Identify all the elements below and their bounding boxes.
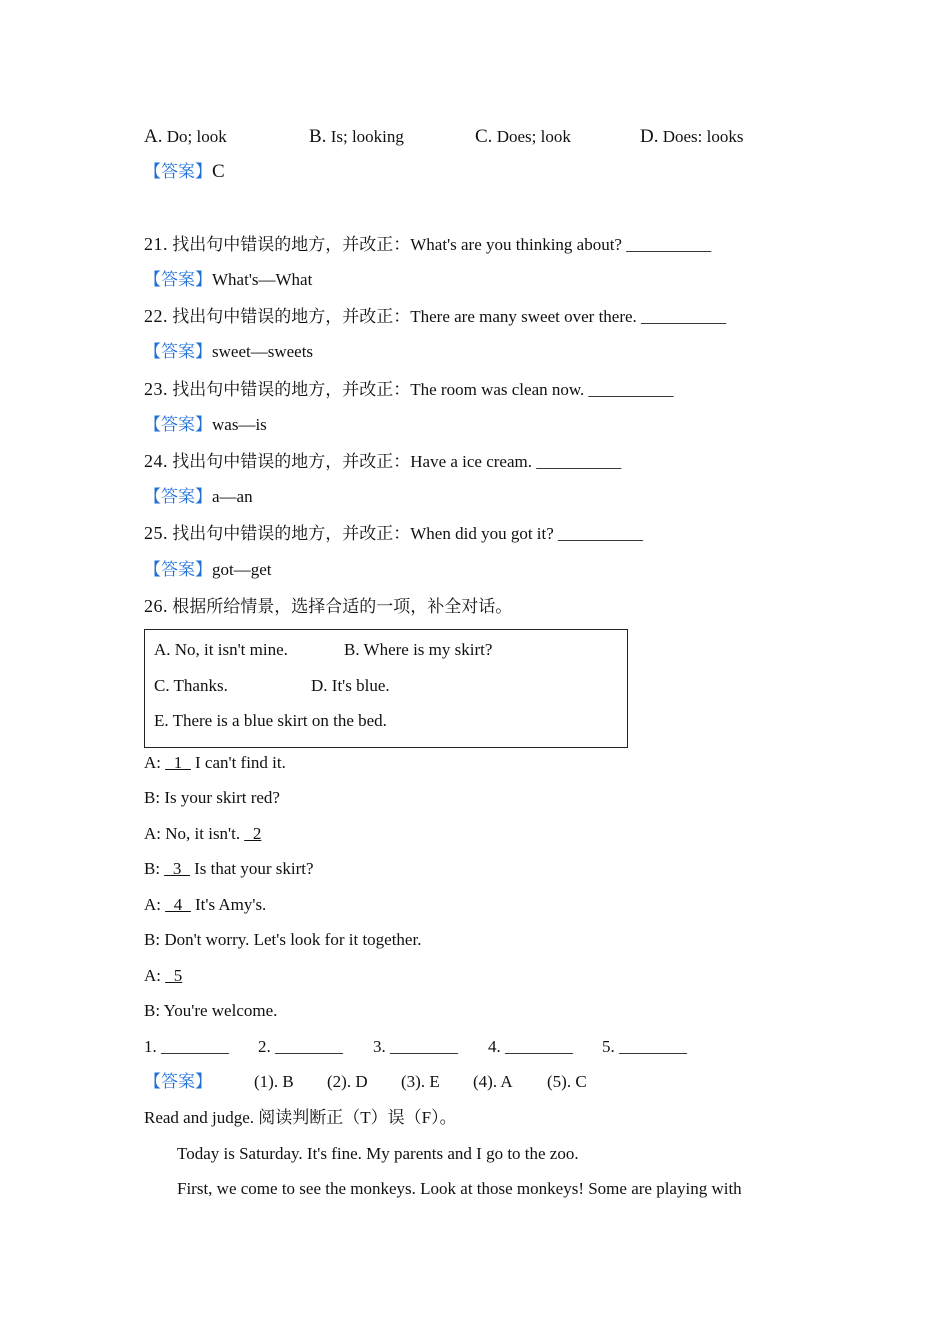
question-text: 找出句中错误的地方，并改正：When did you got it? __________ bbox=[172, 524, 644, 543]
box-option-a: A. No, it isn't mine. bbox=[154, 640, 288, 659]
dialogue-text: Don't worry. Let's look for it together. bbox=[160, 930, 422, 949]
answer-25 bbox=[144, 559, 272, 581]
option-letter: C. bbox=[475, 126, 493, 147]
dialogue-text: No, it isn't. bbox=[161, 824, 245, 843]
dialogue-blank: _2 bbox=[244, 824, 262, 843]
option-text: Does: looks bbox=[662, 127, 744, 146]
speaker: B: bbox=[144, 859, 161, 878]
speaker: B: bbox=[144, 930, 161, 949]
option-d bbox=[640, 126, 743, 148]
box-option-e: E. There is a blue skirt on the bed. bbox=[154, 711, 387, 730]
answer-value: was—is bbox=[212, 415, 267, 434]
answer-value: C bbox=[212, 161, 225, 182]
answer-26-2: (2). D bbox=[327, 1072, 368, 1091]
dialogue-blank: _4_ bbox=[165, 895, 191, 914]
box-option-b: B. Where is my skirt? bbox=[344, 640, 493, 659]
reading-paragraph-line: Today is Saturday. It's fine. My parents and I go to the zoo. bbox=[177, 1144, 579, 1163]
option-a bbox=[144, 126, 227, 148]
dialogue-line bbox=[144, 894, 266, 916]
answer-tag: 【答案】 bbox=[144, 342, 212, 361]
answer-26 bbox=[144, 1071, 212, 1093]
speaker: A: bbox=[144, 753, 161, 772]
option-text: Is; looking bbox=[330, 127, 404, 146]
dialogue-line bbox=[144, 752, 286, 774]
question-text: 找出句中错误的地方，并改正：Have a ice cream. __________ bbox=[172, 452, 622, 471]
dialogue-line bbox=[144, 1000, 277, 1022]
dialogue-text: Is your skirt red? bbox=[160, 788, 280, 807]
question-number: 26. bbox=[144, 596, 168, 616]
reading-paragraph-line: First, we come to see the monkeys. Look at those monkeys! Some are playing with bbox=[177, 1179, 742, 1198]
question-number: 25. bbox=[144, 523, 168, 543]
speaker: A: bbox=[144, 895, 161, 914]
answer-value: What's—What bbox=[212, 270, 313, 289]
answer-tag: 【答案】 bbox=[144, 487, 212, 506]
answer-22 bbox=[144, 341, 313, 363]
speaker: B: bbox=[144, 1001, 161, 1020]
answer-24 bbox=[144, 486, 253, 508]
question-22 bbox=[144, 305, 726, 328]
question-text: 根据所给情景，选择合适的一项，补全对话。 bbox=[172, 597, 513, 616]
question-25 bbox=[144, 522, 643, 545]
dialogue-line bbox=[144, 787, 280, 809]
speaker: A: bbox=[144, 824, 161, 843]
answer-value: sweet—sweets bbox=[212, 342, 314, 361]
option-letter: A. bbox=[144, 126, 163, 147]
dialogue-text: Is that your skirt? bbox=[189, 859, 314, 878]
question-number: 21. bbox=[144, 234, 168, 254]
question-text: 找出句中错误的地方，并改正：The room was clean now. __________ bbox=[172, 380, 674, 399]
options-box bbox=[144, 629, 628, 748]
fill-blank-5: 5. ________ bbox=[602, 1037, 687, 1056]
option-b bbox=[309, 126, 404, 148]
question-24 bbox=[144, 450, 621, 473]
dialogue-blank: _5 bbox=[165, 966, 183, 985]
box-option-d: D. It's blue. bbox=[311, 676, 390, 695]
answer-26-4: (4). A bbox=[473, 1072, 513, 1091]
answer-26-5: (5). C bbox=[547, 1072, 587, 1091]
answer-value: got—get bbox=[212, 560, 272, 579]
option-text: Do; look bbox=[166, 127, 227, 146]
option-c bbox=[475, 126, 571, 148]
speaker: B: bbox=[144, 788, 161, 807]
answer-value: a—an bbox=[212, 487, 253, 506]
answer-tag: 【答案】 bbox=[144, 415, 212, 434]
reading-heading: Read and judge. 阅读判断正（T）误（F）。 bbox=[144, 1108, 457, 1127]
question-text: 找出句中错误的地方，并改正：What's are you thinking about? __________ bbox=[172, 235, 712, 254]
option-text: Does; look bbox=[496, 127, 571, 146]
speaker: A: bbox=[144, 966, 161, 985]
fill-blank-3: 3. ________ bbox=[373, 1037, 458, 1056]
fill-blank-1: 1. ________ bbox=[144, 1037, 229, 1056]
answer-tag: 【答案】 bbox=[144, 1072, 212, 1091]
question-number: 24. bbox=[144, 451, 168, 471]
fill-blank-4: 4. ________ bbox=[488, 1037, 573, 1056]
answer-26-1: (1). B bbox=[254, 1072, 294, 1091]
answer-tag: 【答案】 bbox=[144, 560, 212, 579]
answer-26-3: (3). E bbox=[401, 1072, 440, 1091]
answer-21 bbox=[144, 269, 312, 291]
question-26 bbox=[144, 595, 512, 618]
q20-answer bbox=[144, 161, 225, 183]
dialogue-text: It's Amy's. bbox=[190, 895, 267, 914]
dialogue-text: I can't find it. bbox=[190, 753, 286, 772]
dialogue-line bbox=[144, 823, 261, 845]
box-option-c: C. Thanks. bbox=[154, 676, 228, 695]
question-21 bbox=[144, 233, 711, 256]
dialogue-line bbox=[144, 929, 421, 951]
dialogue-line bbox=[144, 965, 182, 987]
question-number: 23. bbox=[144, 379, 168, 399]
dialogue-blank: _1_ bbox=[165, 753, 191, 772]
answer-tag: 【答案】 bbox=[144, 270, 212, 289]
question-number: 22. bbox=[144, 306, 168, 326]
option-letter: D. bbox=[640, 126, 659, 147]
answer-tag: 【答案】 bbox=[144, 162, 212, 181]
option-letter: B. bbox=[309, 126, 327, 147]
question-23 bbox=[144, 378, 674, 401]
answer-23 bbox=[144, 414, 267, 436]
question-text: 找出句中错误的地方，并改正：There are many sweet over there. __________ bbox=[172, 307, 727, 326]
dialogue-blank: _3_ bbox=[164, 859, 190, 878]
dialogue-text: You're welcome. bbox=[160, 1001, 278, 1020]
dialogue-line bbox=[144, 858, 314, 880]
fill-blank-2: 2. ________ bbox=[258, 1037, 343, 1056]
